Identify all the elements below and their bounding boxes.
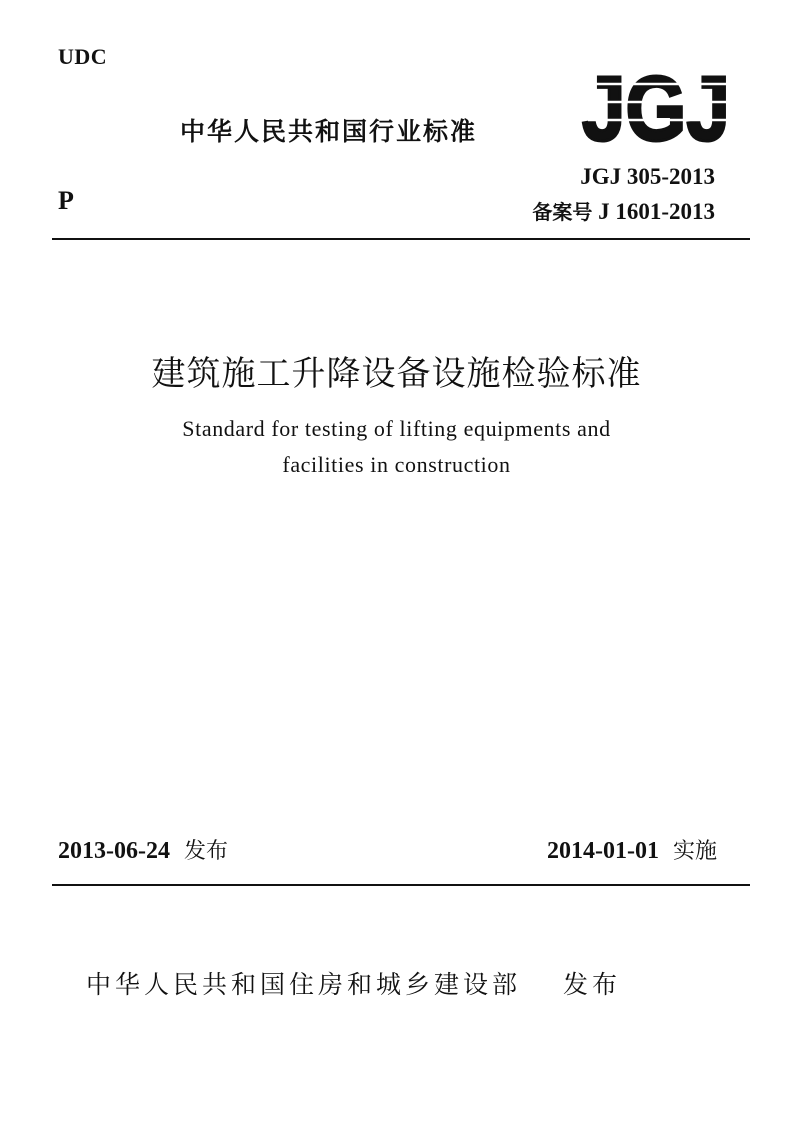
publish-label: 发布 <box>563 970 622 999</box>
record-number: J 1601-2013 <box>598 199 715 224</box>
industry-standard-heading: 中华人民共和国行业标准 <box>180 117 478 146</box>
header-divider <box>52 238 750 240</box>
footer-divider <box>52 884 750 886</box>
record-label: 备案号 <box>532 200 593 224</box>
effective-date: 2014-01-01 <box>547 838 659 864</box>
standard-number: JGJ 305-2013 <box>580 164 715 189</box>
udc-label: UDC <box>58 44 108 69</box>
issue-date: 2013-06-24 <box>58 838 170 864</box>
category-letter: P <box>58 186 74 215</box>
title-english-line1: Standard for testing of lifting equipments and <box>182 416 611 441</box>
effective-date-line <box>547 834 717 865</box>
issue-label: 发布 <box>183 839 228 864</box>
issue-date-line <box>58 834 228 865</box>
title-chinese: 建筑施工升降设备设施检验标准 <box>151 354 642 394</box>
logo-text: JGJ <box>582 58 730 160</box>
publisher-line <box>86 965 621 1001</box>
jgj-logo <box>578 58 734 160</box>
effective-label: 实施 <box>672 839 717 864</box>
record-number-line <box>532 196 715 225</box>
title-english-line2: facilities in construction <box>282 452 511 477</box>
publisher-name: 中华人民共和国住房和城乡建设部 <box>86 970 522 999</box>
